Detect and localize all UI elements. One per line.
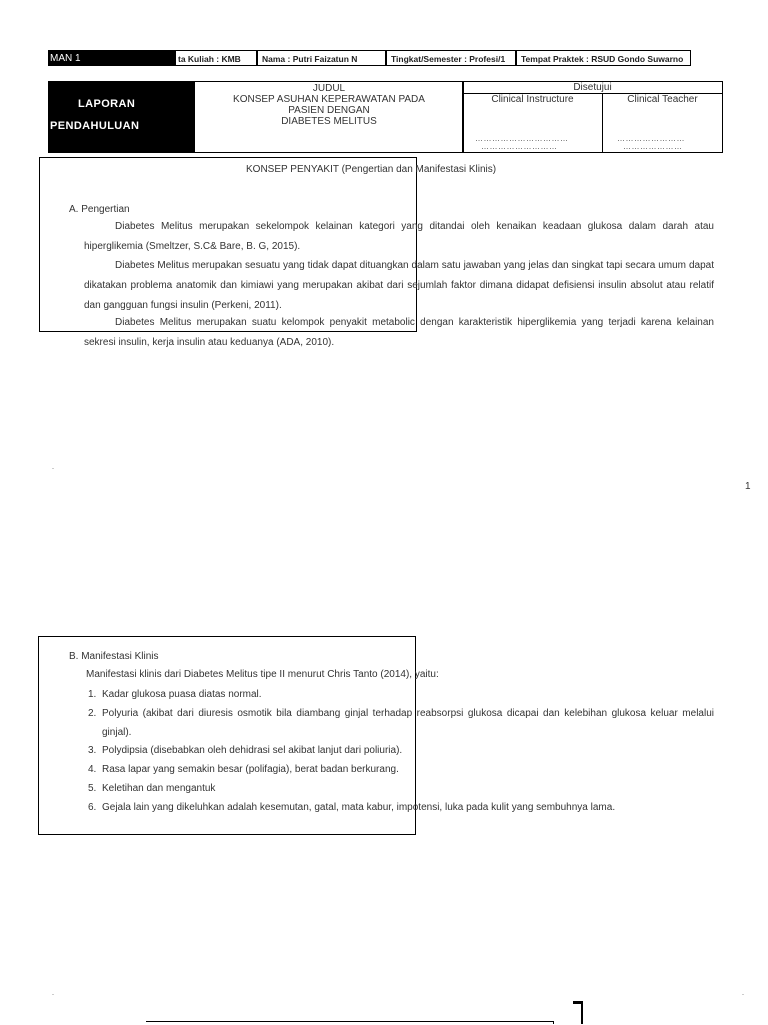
clinical-instructure-label: Clinical Instructure [491, 94, 574, 105]
header-cell-mata-kuliah: ta Kuliah : KMB [176, 50, 257, 66]
list-item: 2. Polyuria (akibat dari diuresis osmotik bila diambang ginjal terhadap reabsorpsi glukosa dicapai dan kelebihan glukosa keluar melalui ginjal). [88, 708, 714, 738]
list-item: 4. Rasa lapar yang semakin besar (polifagia), berat badan berkurang. [88, 764, 399, 775]
judul-line-3: DIABETES MELITUS [281, 116, 377, 127]
scan-speck [52, 468, 54, 469]
page-number: 1 [745, 481, 751, 492]
signature-dots-ct-1: …………………… [617, 134, 685, 143]
section-b-heading: B. Manifestasi Klinis [69, 651, 159, 662]
laporan-text: LAPORAN [78, 98, 136, 110]
list-item: 6. Gejala lain yang dikeluhkan adalah kesemutan, gatal, mata kabur, impotensi, luka pada kulit yang sembuhnya lama. [88, 802, 616, 813]
signature-dots-ct-2: ………………… [623, 142, 683, 151]
list-item: 5. Keletihan dan mengantuk [88, 783, 216, 794]
signature-dots-ci-1: …………………………… [475, 134, 569, 143]
section-a-paragraph-3: Diabetes Melitus merupakan suatu kelompok penyakit metabolic dengan karakteristik hiperglikemia yang terjadi karena kelainan sekresi insulin, kerja insulin atau keduanya (ADA, 2010). [84, 317, 714, 348]
header-cell-tingkat: Tingkat/Semester : Profesi/1 [386, 50, 516, 66]
next-page-frame-top [146, 1021, 554, 1025]
judul-line-1: KONSEP ASUHAN KEPERAWATAN PADA [233, 94, 425, 105]
header-cell-lampiran: MAN 1 [48, 50, 176, 66]
clinical-teacher-cell [603, 94, 722, 152]
scan-speck [52, 994, 54, 995]
list-item: 3. Polydipsia (disebabkan oleh dehidrasi sel akibat lanjut dari poliuria). [88, 745, 403, 756]
bracket-mark-stem [581, 1001, 583, 1024]
section-title: KONSEP PENYAKIT (Pengertian dan Manifestasi Klinis) [246, 164, 497, 175]
clinical-instructure-cell [463, 94, 603, 152]
judul-label: JUDUL [312, 83, 346, 94]
scan-speck [742, 994, 744, 995]
list-item: 1. Kadar glukosa puasa diatas normal. [88, 689, 262, 700]
judul-cell [194, 81, 464, 153]
approval-cell [462, 81, 723, 153]
title-block [48, 81, 723, 153]
section-b-intro: Manifestasi klinis dari Diabetes Melitus tipe II menurut Chris Tanto (2014), yaitu: [86, 669, 439, 680]
header-cell-tempat-praktek: Tempat Praktek : RSUD Gondo Suwarno [516, 50, 691, 66]
disetujui-label: Disetujui [463, 82, 722, 94]
laporan-pendahuluan-label [48, 81, 194, 153]
judul-line-2: PASIEN DENGAN [288, 105, 370, 116]
section-a-paragraph-2: Diabetes Melitus merupakan sesuatu yang tidak dapat dituangkan dalam satu jawaban yang jelas dan singkat tapi secara umum dapat dikatakan problema anatomik dan kimiawi yang merupakan akibat dari sejumlah faktor dimana didapat defisiensi insulin absolut atau relatif dan gangguan fungsi insulin (Perkeni, 2011). [84, 260, 714, 311]
clinical-teacher-label: Clinical Teacher [627, 94, 698, 105]
pendahuluan-text: PENDAHULUAN [50, 120, 140, 132]
header-cell-nama: Nama : Putri Faizatun N [257, 50, 386, 66]
signature-dots-ci-2: ……………………… [481, 142, 558, 151]
section-a-heading: A. Pengertian [69, 204, 130, 215]
section-a-paragraph-1: Diabetes Melitus merupakan sekelompok kelainan kategori yang ditandai oleh kenaikan keadaan glukosa dalam darah atau hiperglikemia (Smeltzer, S.C& Bare, B. G, 2015). [84, 221, 714, 252]
